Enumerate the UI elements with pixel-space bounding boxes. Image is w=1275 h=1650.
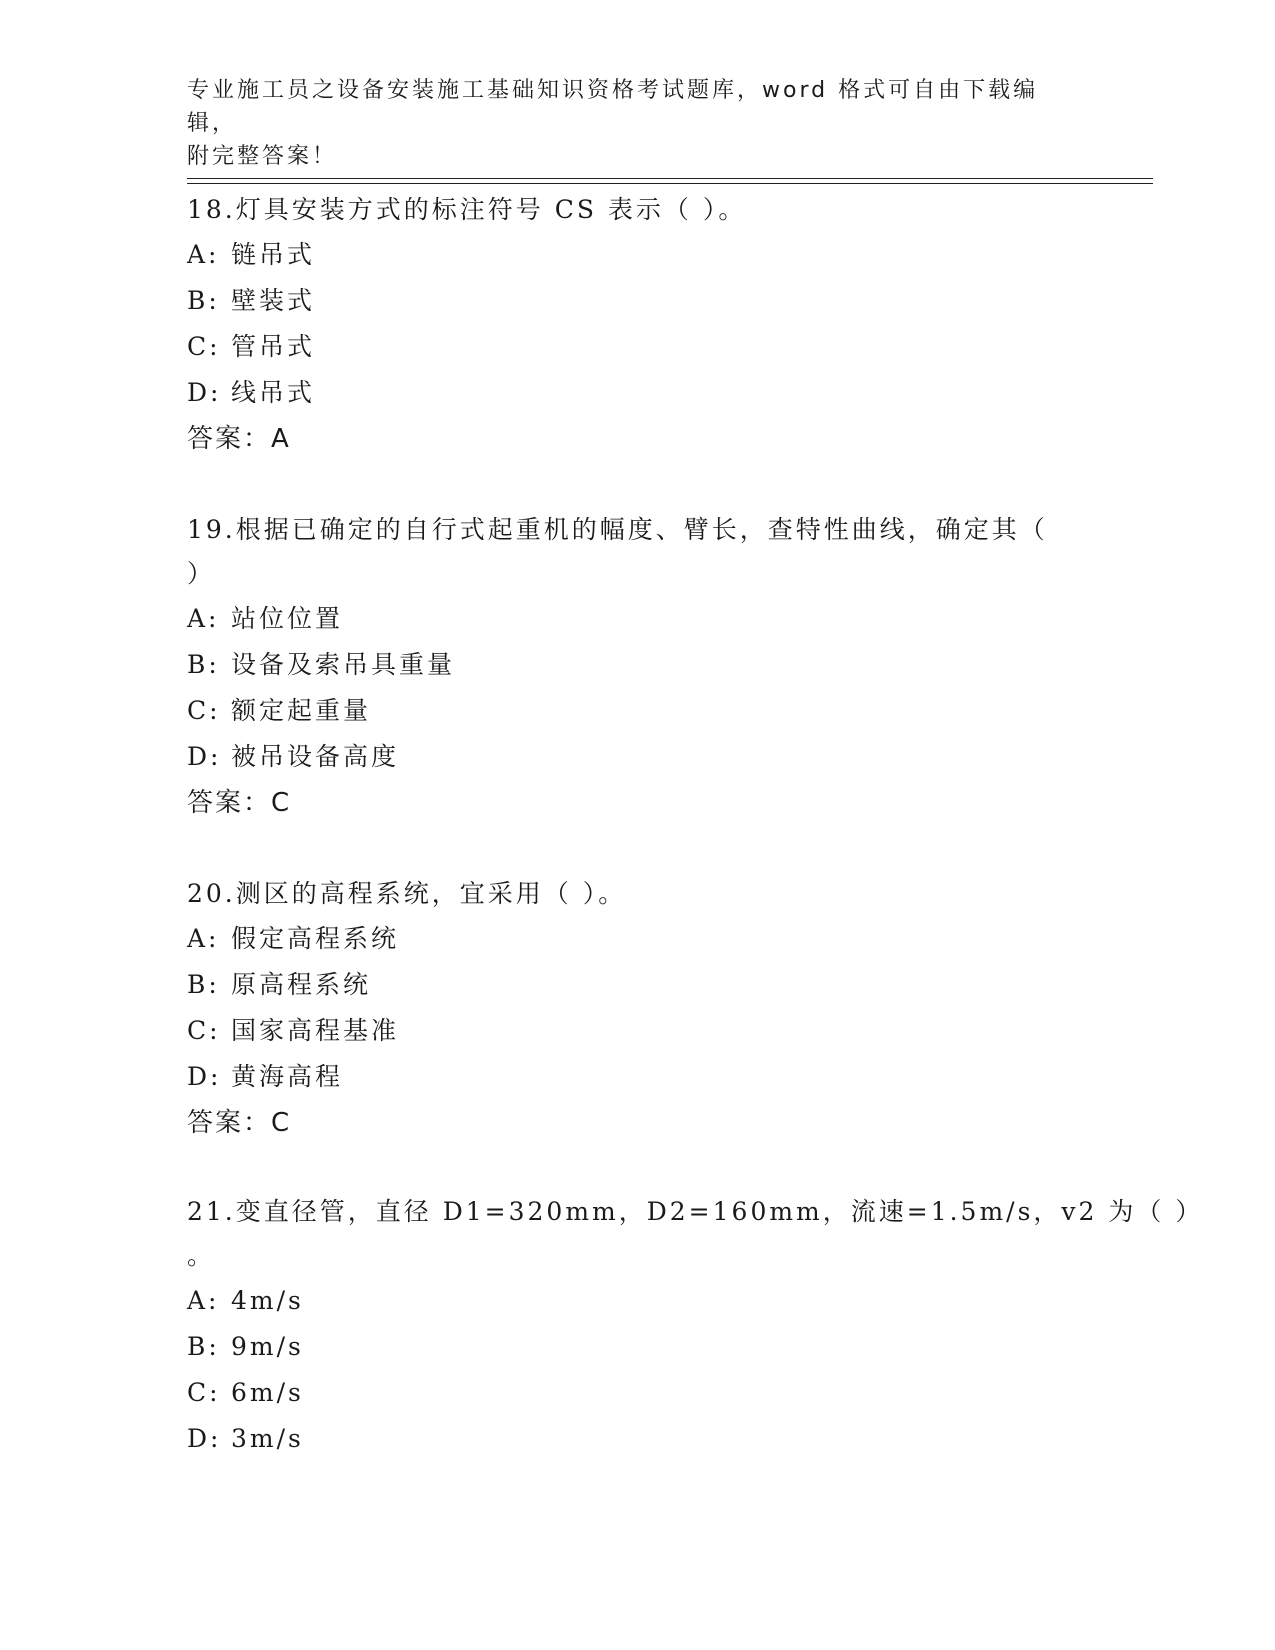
- option-text: 4m/s: [231, 1286, 304, 1315]
- question-stem: 19.根据已确定的自行式起重机的幅度、臂长，查特性曲线，确定其（: [187, 515, 1048, 544]
- question-20: [187, 872, 1087, 1146]
- option-text: 黄海高程: [231, 1062, 344, 1091]
- option-letter: A:: [187, 604, 220, 633]
- header-divider-bottom: [187, 183, 1153, 184]
- option-text: 国家高程基准: [231, 1016, 400, 1045]
- option-a: [187, 232, 1087, 278]
- option-a: [187, 916, 1087, 962]
- question-stem: 21.变直径管，直径 D1=320mm，D2=160mm，流速=1.5m/s，v2 为（ ）: [187, 1197, 1204, 1226]
- question-21: [187, 1190, 1204, 1462]
- question-19: [187, 508, 1087, 826]
- option-letter: C:: [187, 332, 221, 361]
- option-text: 设备及索吊具重量: [231, 650, 456, 679]
- question-18: [187, 188, 1087, 462]
- option-letter: C:: [187, 696, 221, 725]
- option-letter: D:: [187, 742, 222, 771]
- option-c: [187, 324, 1087, 370]
- option-letter: D:: [187, 1062, 222, 1091]
- option-letter: B:: [187, 1332, 220, 1361]
- option-c: [187, 1008, 1087, 1054]
- option-text: 假定高程系统: [231, 924, 400, 953]
- option-letter: A:: [187, 240, 220, 269]
- option-text: 线吊式: [231, 378, 316, 407]
- option-d: [187, 1416, 1087, 1462]
- option-text: 额定起重量: [231, 696, 372, 725]
- option-text: 原高程系统: [231, 970, 372, 999]
- option-a: [187, 1278, 1087, 1324]
- option-text: 被吊设备高度: [231, 742, 400, 771]
- option-letter: C:: [187, 1016, 221, 1045]
- option-letter: D:: [187, 1424, 222, 1453]
- option-text: 9m/s: [231, 1332, 304, 1361]
- answer-line: 答案：C: [187, 1108, 292, 1138]
- option-a: [187, 596, 1087, 642]
- option-letter: C:: [187, 1378, 221, 1407]
- option-b: [187, 1324, 1087, 1370]
- option-text: 3m/s: [231, 1424, 304, 1453]
- answer-line: 答案：C: [187, 788, 292, 818]
- option-letter: B:: [187, 286, 220, 315]
- option-d: [187, 1054, 1087, 1100]
- question-stem-continuation: ）: [187, 559, 216, 588]
- document-header: [187, 74, 1087, 173]
- option-letter: D:: [187, 378, 222, 407]
- option-b: [187, 642, 1087, 688]
- header-divider-top: [187, 178, 1153, 179]
- option-b: [187, 962, 1087, 1008]
- question-stem: 20.测区的高程系统，宜采用（ ）。: [187, 879, 627, 908]
- question-stem: 18.灯具安装方式的标注符号 CS 表示（ ）。: [187, 195, 747, 224]
- option-text: 站位位置: [231, 604, 344, 633]
- option-letter: B:: [187, 970, 220, 999]
- option-d: [187, 734, 1087, 780]
- option-letter: A:: [187, 1286, 220, 1315]
- option-text: 链吊式: [231, 240, 316, 269]
- option-d: [187, 370, 1087, 416]
- option-c: [187, 688, 1087, 734]
- option-text: 壁装式: [231, 286, 316, 315]
- option-letter: A:: [187, 924, 220, 953]
- option-text: 管吊式: [231, 332, 316, 361]
- header-line-1: 专业施工员之设备安装施工基础知识资格考试题库，word 格式可自由下载编辑，: [187, 78, 1039, 136]
- option-letter: B:: [187, 650, 220, 679]
- option-b: [187, 278, 1087, 324]
- answer-line: 答案：A: [187, 424, 291, 454]
- option-c: [187, 1370, 1087, 1416]
- question-stem-continuation: 。: [187, 1241, 216, 1270]
- header-line-2: 附完整答案！: [187, 144, 338, 169]
- option-text: 6m/s: [231, 1378, 304, 1407]
